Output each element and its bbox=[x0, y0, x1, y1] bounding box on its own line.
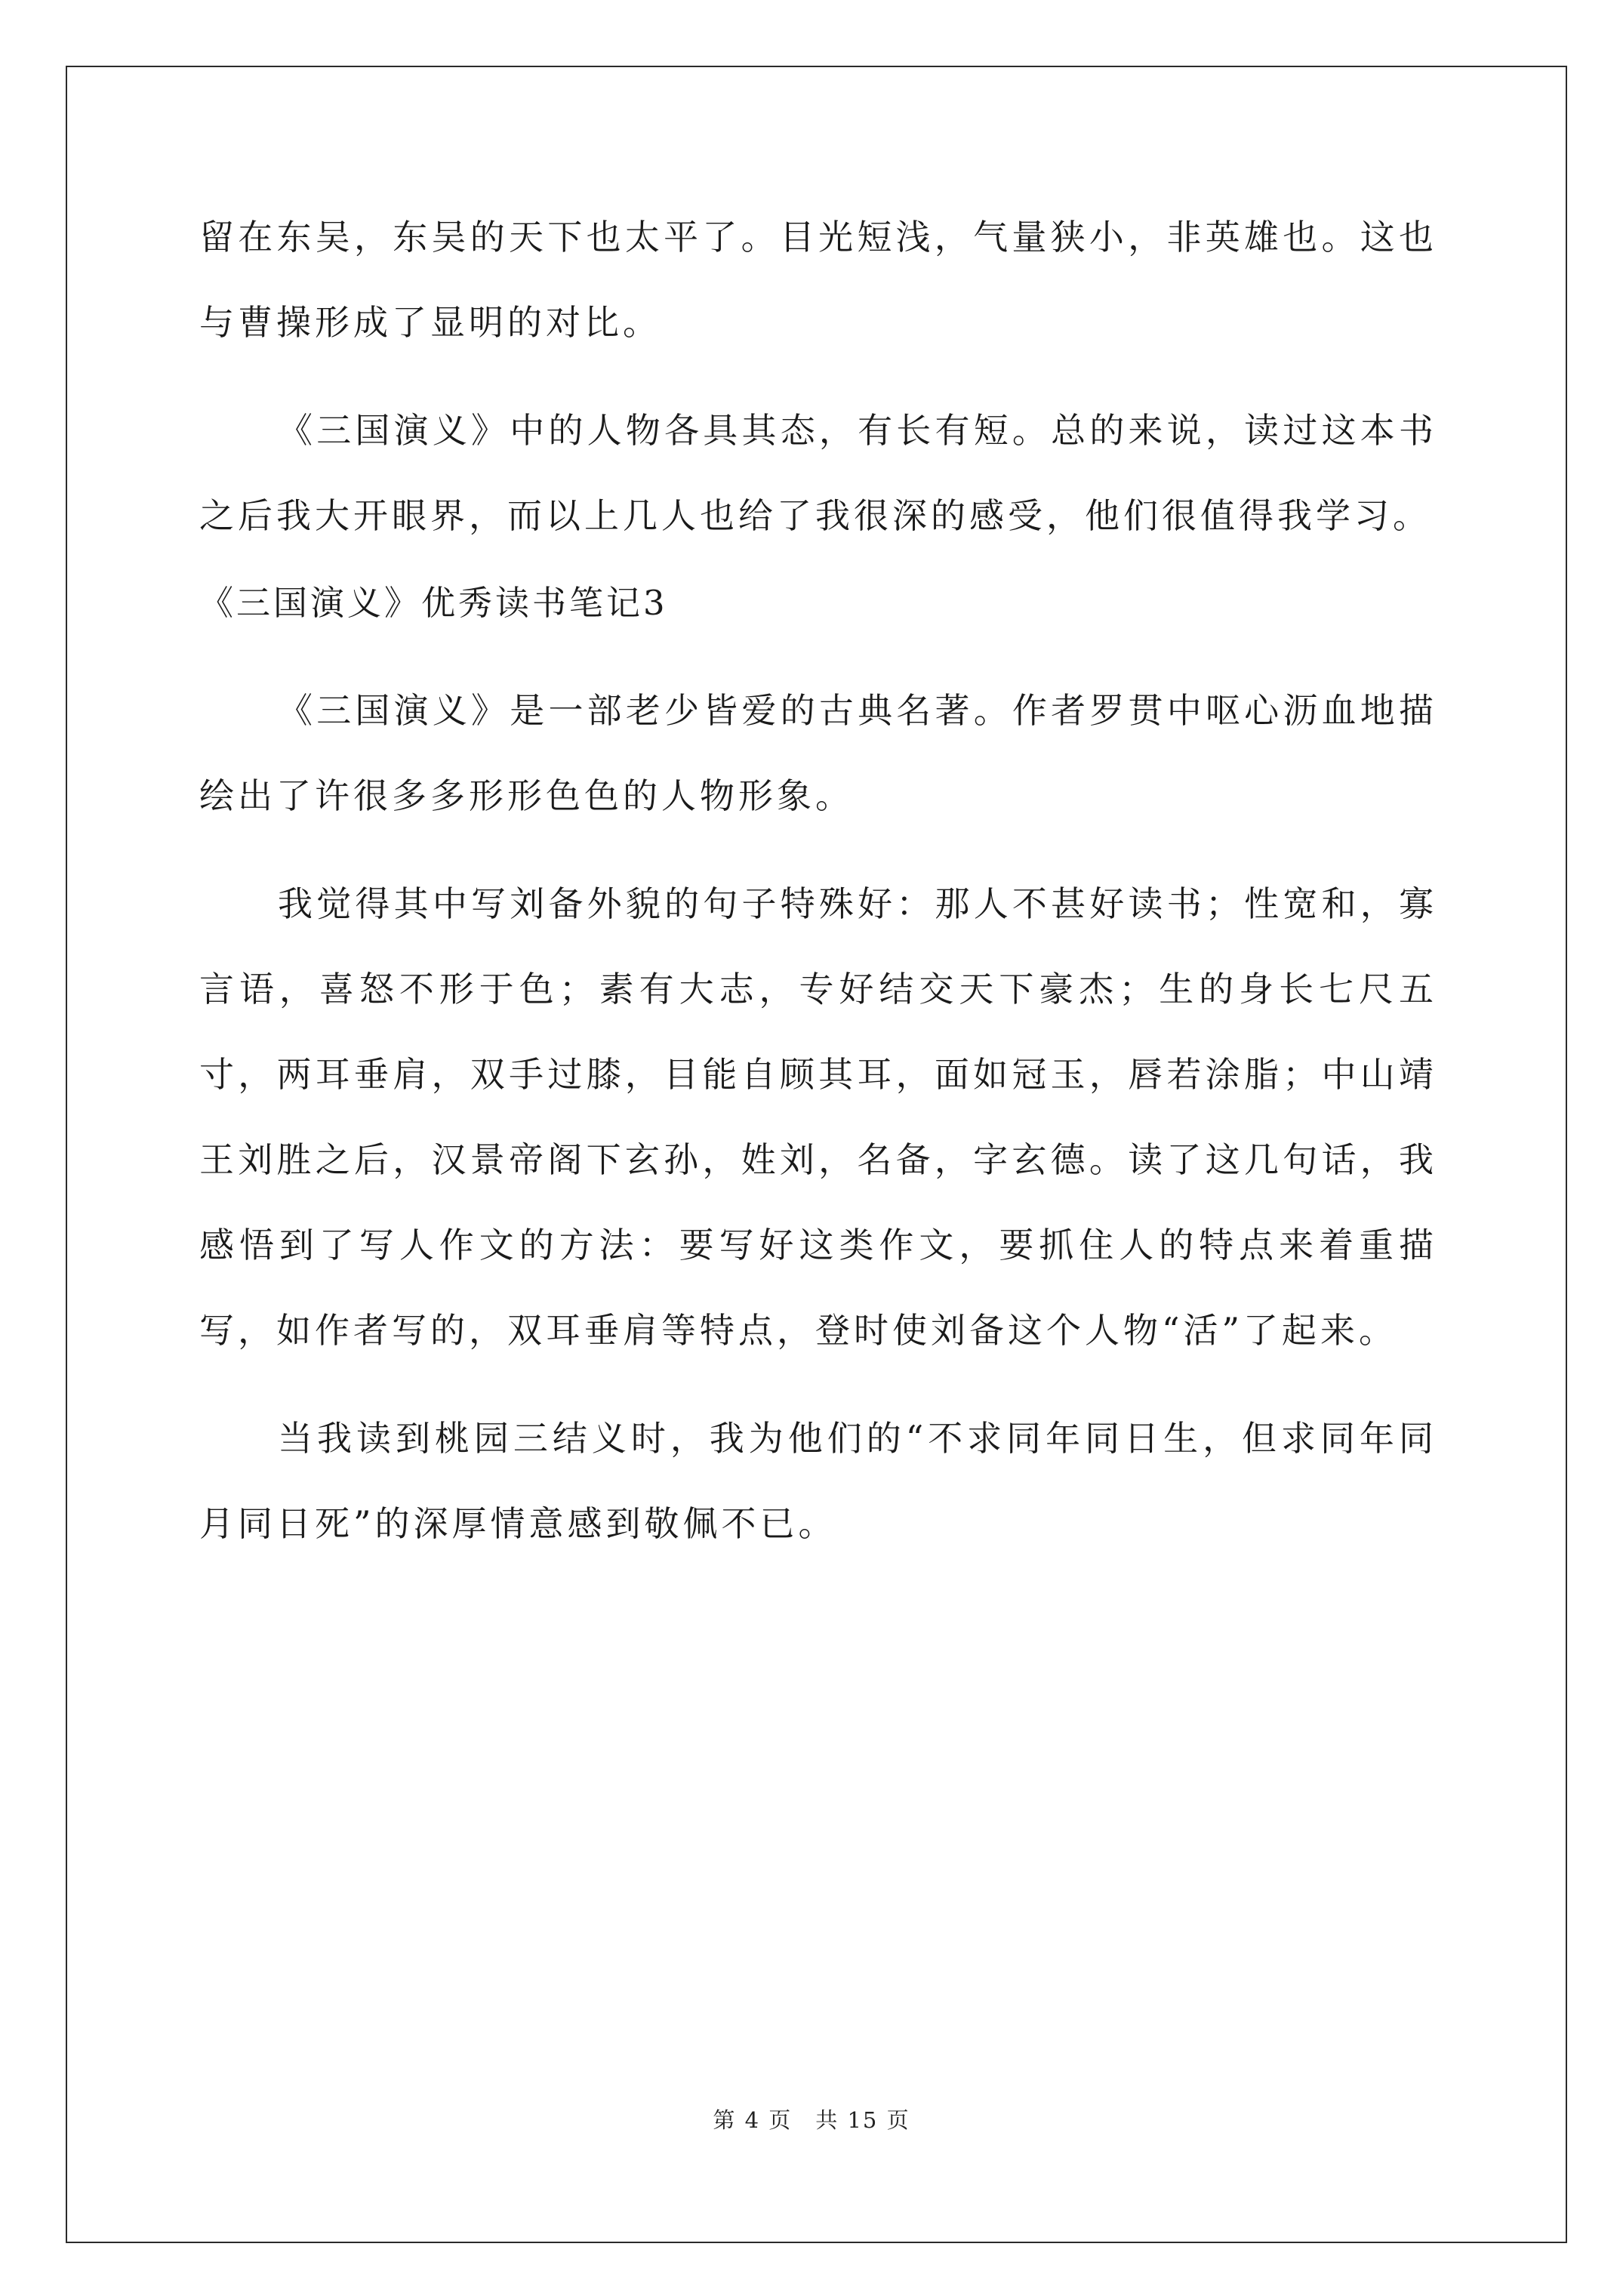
section-heading: 《三国演义》优秀读书笔记3 bbox=[199, 583, 668, 623]
paragraph-summary: 《三国演义》中的人物各具其态，有长有短。总的来说，读过这本书之后我大开眼界，而以上几人也给了我很深的感受，他们很值得我学习。 bbox=[199, 410, 1437, 536]
paragraph-taoyuan-oath: 当我读到桃园三结义时，我为他们的“不求同年同日生，但求同年同月同日死”的深厚情意感到敬佩不已。 bbox=[199, 1418, 1437, 1544]
paragraph-intro: 《三国演义》是一部老少皆爱的古典名著。作者罗贯中呕心沥血地描绘出了许很多多形形色色的人物形象。 bbox=[199, 690, 1437, 816]
document-body bbox=[199, 195, 1437, 1567]
paragraph-continuation: 留在东吴，东吴的天下也太平了。目光短浅，气量狭小，非英雄也。这也与曹操形成了显明的对比。 bbox=[199, 217, 1437, 343]
page-number-footer: 第 4 页 共 15 页 bbox=[713, 2107, 910, 2133]
paragraph-liubei-description: 我觉得其中写刘备外貌的句子特殊好：那人不甚好读书；性宽和，寡言语，喜怒不形于色；素有大志，专好结交天下豪杰；生的身长七尺五寸，两耳垂肩，双手过膝，目能自顾其耳，面如冠玉，唇若涂脂；中山靖王刘胜之后，汉景帝阁下玄孙，姓刘，名备，字玄德。读了这几句话，我感悟到了写人作文的方法：要写好这类作文，要抓住人的特点来着重描写，如作者写的，双耳垂肩等特点，登时使刘备这个人物“活”了起来。 bbox=[199, 883, 1437, 1351]
